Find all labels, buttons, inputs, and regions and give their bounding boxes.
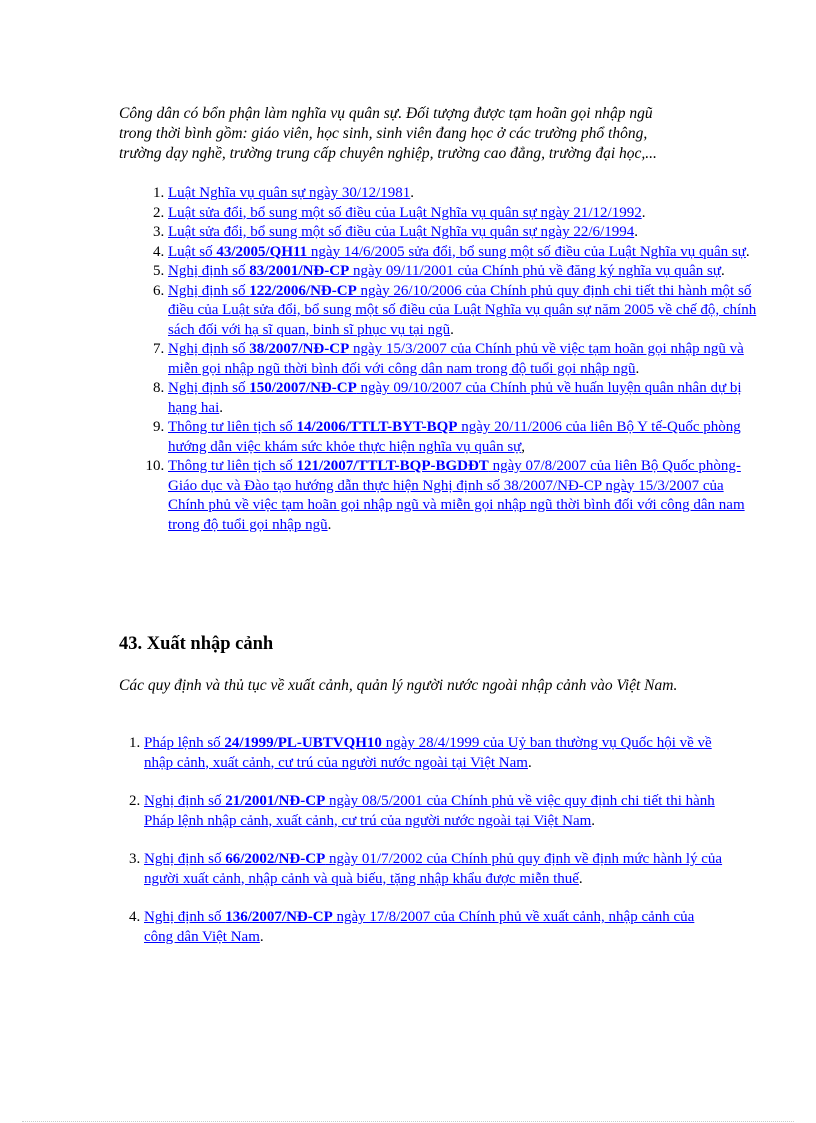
- document-link[interactable]: Nghị định số 21/2001/NĐ-CP ngày 08/5/2001 của Chính phủ về việc quy định chi tiết thi hành Pháp lệnh nhập cảnh, xuất cảnh, cư trú của người nước ngoài tại Việt Nam: [144, 793, 715, 829]
- list-item: 8. Nghị định số 150/2007/NĐ-CP ngày 09/10/2007 của Chính phủ về huấn luyện quân nhân dự bị hạng hai.: [168, 379, 758, 418]
- document-link[interactable]: Nghị định số 66/2002/NĐ-CP ngày 01/7/2002 của Chính phủ quy định về định mức hành lý của người xuất cảnh, nhập cảnh và quà biếu, tặng nhập khẩu được miễn thuế: [144, 851, 723, 887]
- list-item: 6. Nghị định số 122/2006/NĐ-CP ngày 26/10/2006 của Chính phủ quy định chi tiết thi hành một số điều của Luật sửa đổi, bổ sung một số điều của Luật Nghĩa vụ quân sự năm 2005 về chế độ, chính sách đối với hạ sĩ quan, binh sĩ phục vụ tại ngũ.: [168, 282, 758, 341]
- document-link[interactable]: Nghị định số 122/2006/NĐ-CP ngày 26/10/2006 của Chính phủ quy định chi tiết thi hành một số điều của Luật sửa đổi, bổ sung một số điều của Luật Nghĩa vụ quân sự năm 2005 về chế độ, chính sách đối với hạ sĩ quan, binh sĩ phục vụ tại ngũ: [168, 282, 757, 338]
- list-item: 4. Luật số 43/2005/QH11 ngày 14/6/2005 sửa đổi, bổ sung một số điều của Luật Nghĩa vụ quân sự.: [168, 243, 758, 263]
- legal-documents-list-immigration: [119, 734, 724, 966]
- document-link[interactable]: Thông tư liên tịch số 14/2006/TTLT-BYT-BQP ngày 20/11/2006 của liên Bộ Y tế-Quốc phòng hướng dẫn việc khám sức khỏe thực hiện nghĩa vụ quân sự: [168, 419, 741, 455]
- intro-paragraph: Công dân có bổn phận làm nghĩa vụ quân sự. Đối tượng được tạm hoãn gọi nhập ngũ trong thời bình gồm: giáo viên, học sinh, sinh viên đang học ở các trường phổ thông, trường dạy nghề, trường trung cấp chuyên nghiệp, trường cao đẳng, trường đại học,...: [119, 105, 657, 162]
- list-item: 9. Thông tư liên tịch số 14/2006/TTLT-BYT-BQP ngày 20/11/2006 của liên Bộ Y tế-Quốc phòng hướng dẫn việc khám sức khỏe thực hiện nghĩa vụ quân sự,: [168, 418, 758, 457]
- document-link[interactable]: Pháp lệnh số 24/1999/PL-UBTVQH10 ngày 28/4/1999 của Uỷ ban thường vụ Quốc hội về về nhập cảnh, xuất cảnh, cư trú của người nước ngoài tại Việt Nam: [144, 735, 712, 771]
- page-bottom-divider: [22, 1121, 794, 1122]
- list-item: 4. Nghị định số 136/2007/NĐ-CP ngày 17/8/2007 của Chính phủ về xuất cảnh, nhập cảnh của công dân Việt Nam.: [144, 908, 724, 947]
- legal-documents-list-military: [119, 184, 758, 535]
- list-item: 10. Thông tư liên tịch số 121/2007/TTLT-BQP-BGDĐT ngày 07/8/2007 của liên Bộ Quốc phòng-Giáo dục và Đào tạo hướng dẫn thực hiện Nghị định số 38/2007/NĐ-CP ngày 15/3/2007 của Chính phủ về việc tạm hoãn gọi nhập ngũ và miễn gọi nhập ngũ thời bình đối với công dân nam trong độ tuổi gọi nhập ngũ.: [168, 457, 758, 535]
- list-item: 5. Nghị định số 83/2001/NĐ-CP ngày 09/11/2001 của Chính phủ về đăng ký nghĩa vụ quân sự.: [168, 262, 758, 282]
- list-item: 2. Nghị định số 21/2001/NĐ-CP ngày 08/5/2001 của Chính phủ về việc quy định chi tiết thi hành Pháp lệnh nhập cảnh, xuất cảnh, cư trú của người nước ngoài tại Việt Nam.: [144, 792, 724, 831]
- list-item: 3. Luật sửa đổi, bổ sung một số điều của Luật Nghĩa vụ quân sự ngày 22/6/1994.: [168, 223, 758, 243]
- document-link[interactable]: Luật số 43/2005/QH11 ngày 14/6/2005 sửa đổi, bổ sung một số điều của Luật Nghĩa vụ quân sự: [168, 243, 746, 260]
- list-item: 7. Nghị định số 38/2007/NĐ-CP ngày 15/3/2007 của Chính phủ về việc tạm hoãn gọi nhập ngũ và miễn gọi nhập ngũ thời bình đối với công dân nam trong độ tuổi gọi nhập ngũ.: [168, 340, 758, 379]
- document-link[interactable]: Nghị định số 136/2007/NĐ-CP ngày 17/8/2007 của Chính phủ về xuất cảnh, nhập cảnh của công dân Việt Nam: [144, 909, 695, 945]
- list-item: 1. Pháp lệnh số 24/1999/PL-UBTVQH10 ngày 28/4/1999 của Uỷ ban thường vụ Quốc hội về về nhập cảnh, xuất cảnh, cư trú của người nước ngoài tại Việt Nam.: [144, 734, 724, 773]
- document-link[interactable]: Thông tư liên tịch số 121/2007/TTLT-BQP-BGDĐT ngày 07/8/2007 của liên Bộ Quốc phòng-Giáo dục và Đào tạo hướng dẫn thực hiện Nghị định số 38/2007/NĐ-CP ngày 15/3/2007 của Chính phủ về việc tạm hoãn gọi nhập ngũ và miễn gọi nhập ngũ thời bình đối với công dân nam trong độ tuổi gọi nhập ngũ: [168, 458, 745, 533]
- list-item: 2. Luật sửa đổi, bổ sung một số điều của Luật Nghĩa vụ quân sự ngày 21/12/1992.: [168, 204, 758, 224]
- list-item: 3. Nghị định số 66/2002/NĐ-CP ngày 01/7/2002 của Chính phủ quy định về định mức hành lý của người xuất cảnh, nhập cảnh và quà biếu, tặng nhập khẩu được miễn thuế.: [144, 850, 724, 889]
- document-link[interactable]: Luật sửa đổi, bổ sung một số điều của Luật Nghĩa vụ quân sự ngày 21/12/1992: [168, 204, 642, 221]
- list-item: 1. Luật Nghĩa vụ quân sự ngày 30/12/1981.: [168, 184, 758, 204]
- document-link[interactable]: Luật sửa đổi, bổ sung một số điều của Luật Nghĩa vụ quân sự ngày 22/6/1994: [168, 224, 635, 240]
- document-link[interactable]: Nghị định số 38/2007/NĐ-CP ngày 15/3/2007 của Chính phủ về việc tạm hoãn gọi nhập ngũ và miễn gọi nhập ngũ thời bình đối với công dân nam trong độ tuổi gọi nhập ngũ: [168, 341, 744, 377]
- document-link[interactable]: Nghị định số 83/2001/NĐ-CP ngày 09/11/2001 của Chính phủ về đăng ký nghĩa vụ quân sự: [168, 263, 721, 279]
- section-heading: 43. Xuất nhập cảnh: [119, 634, 274, 654]
- document-link[interactable]: Nghị định số 150/2007/NĐ-CP ngày 09/10/2007 của Chính phủ về huấn luyện quân nhân dự bị hạng hai: [168, 380, 742, 416]
- section-intro-paragraph: Các quy định và thủ tục về xuất cảnh, quản lý người nước ngoài nhập cảnh vào Việt Nam.: [119, 677, 678, 694]
- document-link[interactable]: Luật Nghĩa vụ quân sự ngày 30/12/1981: [168, 185, 411, 201]
